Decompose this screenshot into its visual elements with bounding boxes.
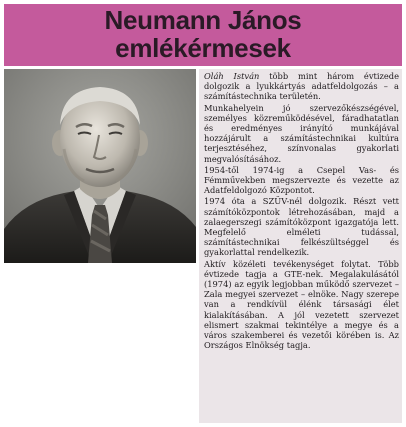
article-paragraph: 1974 óta a SZÜV-nél dolgozik. Részt vett számítóközpontok létrehozásában, majd a zalaegerszegi számítóközpont igazgatója lett. Megfelelő elméleti tudással, számítástechnikai felkészültséggel és gyakorlattal rendelkezik. (204, 196, 399, 258)
person-name: Oláh István (204, 71, 260, 81)
title-line-1: Neumann János (104, 5, 302, 35)
article-paragraph: Munkahelyein jó szervezőkészségével, személyes közreműködésével, fáradhatatlan és eredményes irányító munkájával hozzájárult a számítástechnikai kultúra terjesztéséhez, színvonalas gyakorlati megvalósításához. (204, 102, 399, 164)
title-banner (4, 4, 402, 66)
paragraph-text: több mint három évtizede dolgozik a lyukkártyás adatfeldolgozás – a számítástechnika területén. (204, 71, 399, 102)
article-paragraph (204, 71, 399, 102)
page-title (4, 6, 402, 62)
article-paragraph: 1954-től 1974-ig a Csepel Vas- és Fémművekben megszervezte és vezette az Adatfeldolgozó Központot. (204, 164, 399, 196)
article-body (204, 71, 399, 351)
title-line-2: emlékérmesek (115, 33, 291, 63)
article-paragraph: Aktív közéleti tevékenységet folytat. Több évtizede tagja a GTE-nek. Megalakulásától (1974) az egyik legjobban működő szervezet – Zala megyei szervezet – elnöke. Nagy szerepe van a rendkívül élénk társasági élet kialakításában. A jól vezetett szervezet elismert szakmai tekintélye a megye és a város szakemberei és vezetői körében is. Az Országos Elnökség tagja. (204, 258, 399, 351)
portrait-illustration (4, 69, 196, 263)
portrait-photo (4, 69, 196, 263)
